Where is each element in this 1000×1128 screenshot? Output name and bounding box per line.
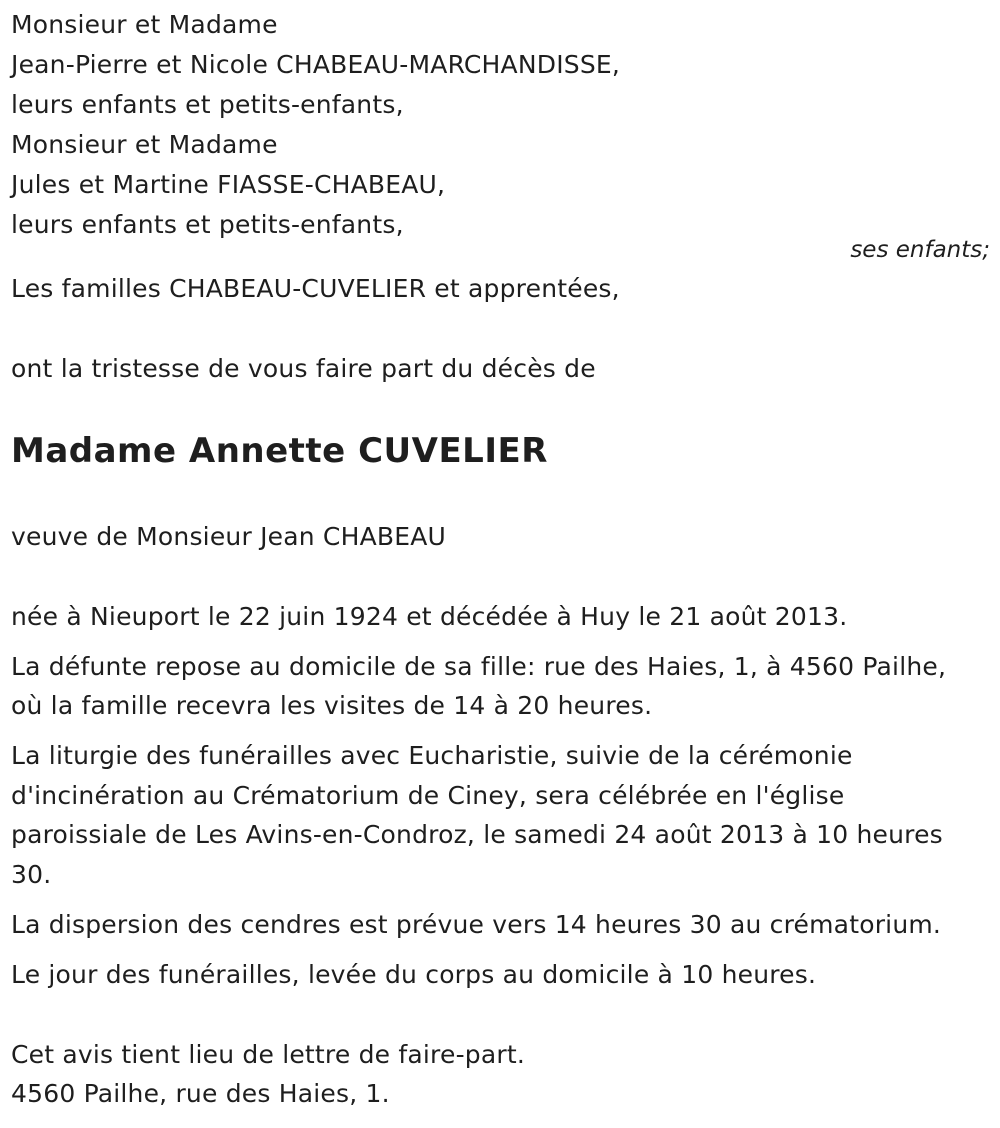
liturgy-line-4: 30. bbox=[11, 860, 52, 889]
family-line-4: Monsieur et Madame bbox=[11, 130, 278, 159]
family-line-3: leurs enfants et petits-enfants, bbox=[11, 90, 404, 119]
deceased-name: Madame Annette CUVELIER bbox=[11, 431, 548, 471]
family-line-6: leurs enfants et petits-enfants, bbox=[11, 210, 404, 239]
repose-line-2: où la famille recevra les visites de 14 à 20 heures. bbox=[11, 691, 653, 720]
repose-line-1: La défunte repose au domicile de sa fille: rue des Haies, 1, à 4560 Pailhe, bbox=[11, 652, 947, 681]
address-line: 4560 Pailhe, rue des Haies, 1. bbox=[11, 1079, 390, 1108]
widow-of-line: veuve de Monsieur Jean CHABEAU bbox=[11, 522, 447, 551]
levee-line: Le jour des funérailles, levée du corps au domicile à 10 heures. bbox=[11, 960, 817, 989]
extended-family-line: Les familles CHABEAU-CUVELIER et apprentées, bbox=[11, 274, 620, 303]
notice-line: Cet avis tient lieu de lettre de faire-part. bbox=[11, 1040, 526, 1069]
family-line-2: Jean-Pierre et Nicole CHABEAU-MARCHANDISSE, bbox=[11, 50, 621, 79]
liturgy-line-2: d'incinération au Crématorium de Ciney, sera célébrée en l'église bbox=[11, 781, 845, 810]
liturgy-line-1: La liturgie des funérailles avec Eucharistie, suivie de la cérémonie bbox=[11, 741, 853, 770]
family-line-1: Monsieur et Madame bbox=[11, 10, 278, 39]
liturgy-line-3: paroissiale de Les Avins-en-Condroz, le samedi 24 août 2013 à 10 heures bbox=[11, 820, 943, 849]
family-line-5: Jules et Martine FIASSE-CHABEAU, bbox=[11, 170, 446, 199]
birth-death-line: née à Nieuport le 22 juin 1924 et décédée à Huy le 21 août 2013. bbox=[11, 602, 848, 631]
relation-label: ses enfants; bbox=[850, 237, 990, 263]
dispersion-line: La dispersion des cendres est prévue vers 14 heures 30 au crématorium. bbox=[11, 910, 942, 939]
announcement-line: ont la tristesse de vous faire part du décès de bbox=[11, 354, 596, 383]
